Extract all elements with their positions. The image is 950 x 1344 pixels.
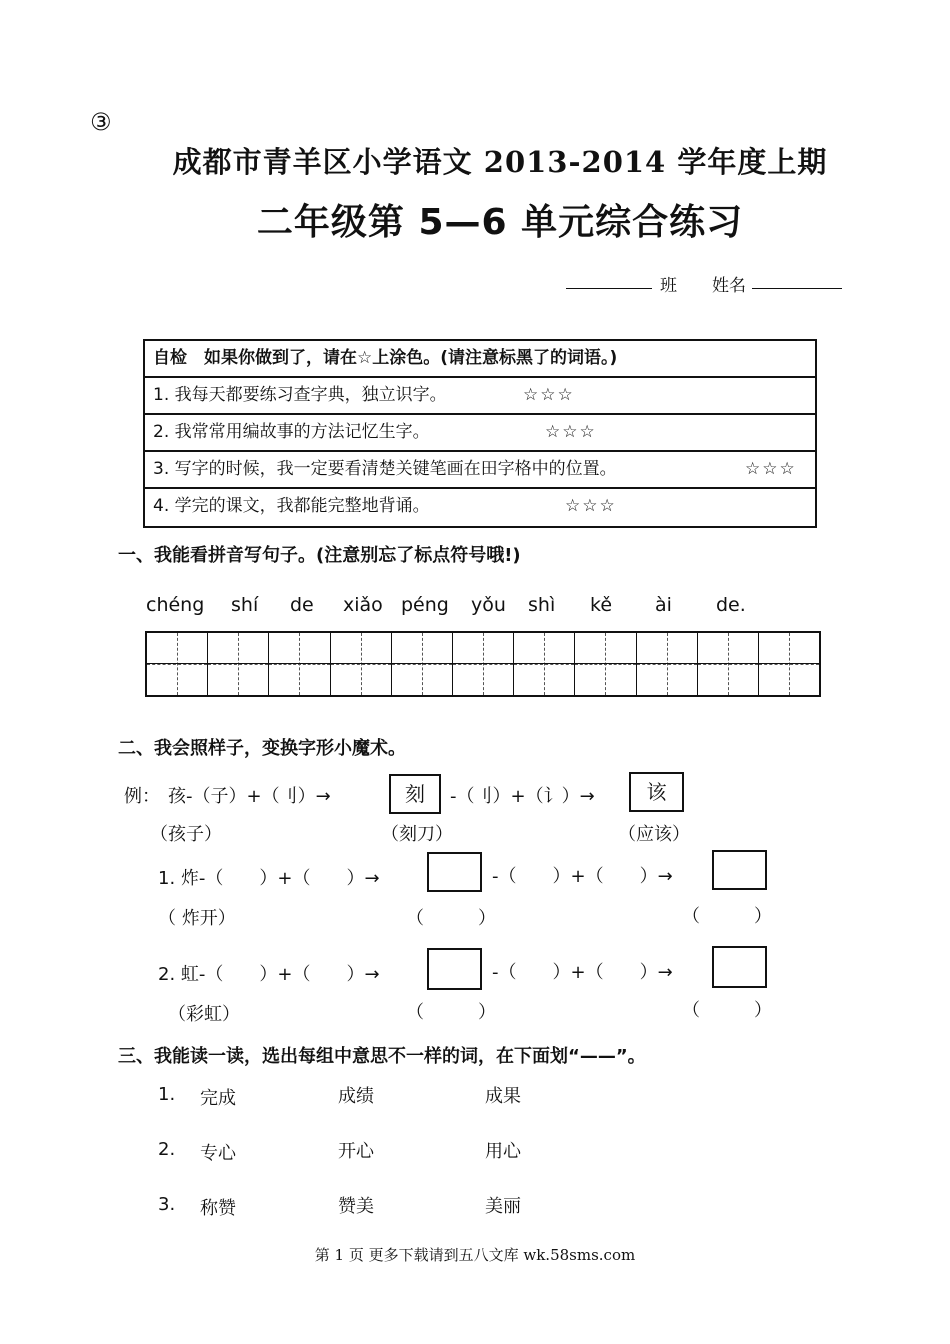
q2-formula: 2. 虹-（ ）+（ ）→ (158, 964, 380, 985)
self-check-heading-text: 自检 如果你做到了，请在☆上涂色。(请注意标黑了的词语。) (153, 348, 618, 368)
q2-formula-2: -（ ）+（ ）→ (492, 962, 673, 983)
self-check-item (145, 378, 815, 415)
section-2-title: 二、我会照样子，变换字形小魔术。 (118, 738, 406, 759)
pinyin-syllable: shì (528, 594, 556, 616)
grid-cell[interactable] (575, 633, 636, 695)
self-check-table (143, 339, 817, 528)
word-option[interactable]: 专心 (200, 1143, 236, 1164)
pinyin-syllable: ài (655, 594, 672, 616)
self-check-item (145, 489, 815, 526)
self-check-heading (145, 341, 815, 378)
example-formula: 孩-（子）+（刂）→ (168, 786, 331, 807)
grid-cell[interactable] (453, 633, 514, 695)
pinyin-syllable: péng (401, 594, 449, 616)
class-blank-line (566, 288, 652, 289)
q1-answer-box-2[interactable] (712, 850, 767, 890)
q2-word-blank[interactable]: （ ） (406, 1002, 496, 1023)
grid-cell[interactable] (331, 633, 392, 695)
q2-word-blank-2[interactable]: （ ） (682, 1000, 772, 1021)
example-answer-box: 刻 (389, 774, 441, 814)
word-option[interactable]: 开心 (338, 1141, 374, 1162)
self-check-item (145, 415, 815, 452)
grid-cell[interactable] (759, 633, 819, 695)
pinyin-syllable: yǒu (471, 594, 506, 616)
example-word-2: （刻刀） (381, 824, 453, 845)
grid-cell[interactable] (147, 633, 208, 695)
self-check-item (145, 452, 815, 489)
self-check-item-text: 4. 学完的课文，我都能完整地背诵。 (153, 496, 430, 516)
grid-cell[interactable] (698, 633, 759, 695)
star-rating[interactable]: ☆☆☆ (565, 496, 617, 516)
example-word-1: （孩子） (150, 824, 222, 845)
q1-word-blank-2[interactable]: （ ） (682, 906, 772, 927)
title-line-2: 二年级第 5—6 单元综合练习 (256, 202, 744, 243)
example-formula-2: -（刂）+（讠）→ (450, 786, 595, 807)
q1-word: （ 炸开） (158, 908, 236, 929)
grid-cell[interactable] (637, 633, 698, 695)
q2-word: （彩虹） (168, 1004, 240, 1025)
q1-formula: 1. 炸-（ ）+（ ）→ (158, 868, 380, 889)
q1-formula-2: -（ ）+（ ）→ (492, 866, 673, 887)
section-3-title: 三、我能读一读，选出每组中意思不一样的词，在下面划“——”。 (118, 1046, 646, 1067)
example-word-3: （应该） (618, 824, 690, 845)
word-option[interactable]: 成果 (485, 1086, 521, 1107)
page-footer: 第 1 页 更多下载请到五八文库 wk.58sms.com (314, 1246, 636, 1264)
star-rating[interactable]: ☆☆☆ (523, 385, 575, 405)
pinyin-syllable: kě (590, 594, 613, 616)
word-option[interactable]: 美丽 (485, 1196, 521, 1217)
grid-cell[interactable] (392, 633, 453, 695)
pinyin-syllable: de (290, 594, 314, 616)
grid-cell[interactable] (208, 633, 269, 695)
name-blank-line (752, 288, 842, 289)
q1-word-blank[interactable]: （ ） (406, 908, 496, 929)
grid-cell[interactable] (269, 633, 330, 695)
section-1-title: 一、我能看拼音写句子。(注意别忘了标点符号哦!) (118, 545, 521, 566)
self-check-item-text: 2. 我常常用编故事的方法记忆生字。 (153, 422, 430, 442)
pinyin-syllable: chéng (146, 594, 205, 616)
pinyin-syllable: xiǎo (343, 594, 383, 616)
circled-number: ③ (90, 108, 112, 136)
self-check-item-text: 1. 我每天都要练习查字典，独立识字。 (153, 385, 447, 405)
word-option[interactable]: 赞美 (338, 1196, 374, 1217)
self-check-item-text: 3. 写字的时候，我一定要看清楚关键笔画在田字格中的位置。 (153, 459, 617, 479)
grid-row-divider (145, 663, 821, 664)
name-label: 姓名 (712, 276, 746, 296)
word-option[interactable]: 称赞 (200, 1198, 236, 1219)
title-line-1: 成都市青羊区小学语文 2013-2014 学年度上期 (172, 145, 828, 179)
q2-answer-box-2[interactable] (712, 946, 767, 988)
group-number: 1. (158, 1084, 176, 1105)
example-label: 例： (124, 786, 160, 807)
example-answer-box-2: 该 (629, 772, 684, 812)
class-label: 班 (660, 276, 677, 296)
group-number: 3. (158, 1194, 176, 1215)
word-option[interactable]: 完成 (200, 1088, 236, 1109)
word-option[interactable]: 成绩 (338, 1086, 374, 1107)
grid-cell[interactable] (514, 633, 575, 695)
star-rating[interactable]: ☆☆☆ (745, 459, 797, 479)
writing-grid (145, 631, 821, 697)
pinyin-syllable: shí (231, 594, 259, 616)
group-number: 2. (158, 1139, 176, 1160)
q2-answer-box[interactable] (427, 948, 482, 990)
pinyin-syllable: de. (716, 594, 746, 616)
word-option[interactable]: 用心 (485, 1141, 521, 1162)
star-rating[interactable]: ☆☆☆ (545, 422, 597, 442)
q1-answer-box[interactable] (427, 852, 482, 892)
